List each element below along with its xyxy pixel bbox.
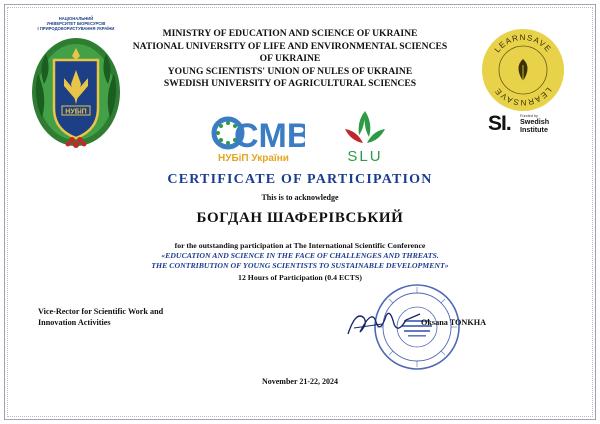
slu-leaf-icon: [335, 107, 395, 165]
certificate-title: CERTIFICATE OF PARTICIPATION: [167, 172, 433, 187]
si-funded-by: Funded by: [520, 114, 538, 118]
nubip-coat-of-arms-icon: [26, 34, 126, 154]
si-name: [520, 118, 549, 133]
for-participation-line: for the outstanding participation at The International Scientific Conference: [174, 241, 426, 250]
participation-hours: 12 Hours of Participation (0.4 ECTS): [238, 273, 362, 282]
nubip-caption-line: І ПРИРОДОКОРИСТУВАННЯ УКРАЇНИ: [37, 26, 115, 31]
si-mark: SI.: [488, 112, 511, 135]
org-line: NATIONAL UNIVERSITY OF LIFE AND ENVIRONMENTAL SCIENCES OF UKRAINE: [132, 40, 448, 65]
cmb-letters: CMB: [234, 117, 305, 155]
nubip-caption-line: НАЦІОНАЛЬНИЙ: [58, 16, 94, 21]
nubip-caption: [18, 16, 134, 31]
conference-date: November 21-22, 2024: [261, 377, 339, 386]
learnsave-text-bottom: LEARNSAVE: [492, 85, 554, 108]
signatory-title-line: Vice-Rector for Scientific Work and: [38, 307, 164, 316]
acknowledge-line: This is to acknowledge: [261, 193, 339, 202]
org-line: YOUNG SCIENTISTS' UNION OF NULES OF UKRAINE: [167, 65, 413, 77]
learnsave-text-top: LEARNSAVE: [492, 32, 554, 55]
learnsave-circle-icon: [480, 27, 566, 113]
conference-title-line: «EDUCATION AND SCIENCE IN THE FACE OF CHALLENGES AND THREATS.: [161, 251, 439, 260]
org-line: SWEDISH UNIVERSITY OF AGRICULTURAL SCIENCES: [163, 78, 417, 90]
cmb-logo: [210, 111, 305, 166]
signatory-name: Oksana TONKHA: [421, 318, 486, 327]
slu-letters: SLU: [347, 148, 383, 165]
recipient-name: БОГДАН ШАФЕРІВСЬКИЙ: [196, 210, 404, 226]
cmb-logo-icon: [210, 111, 305, 166]
signatory-title-line: Innovation Activities: [38, 318, 111, 327]
cmb-sub: НУБіП України: [218, 153, 289, 164]
si-name-line: Swedish: [520, 117, 550, 126]
nubip-caption-line: УНІВЕРСИТЕТ БІОРЕСУРСІВ: [46, 21, 106, 26]
org-line: MINISTRY OF EDUCATION AND SCIENCE OF UKRAINE: [162, 28, 418, 39]
slu-logo: [335, 107, 395, 165]
si-name-line: Institute: [520, 124, 548, 134]
learnsave-logo: [480, 27, 566, 113]
swedish-institute-logo: [488, 112, 588, 136]
organizations-header: [130, 28, 450, 91]
signatory-title: [38, 306, 228, 328]
nubip-logo: [18, 16, 134, 156]
conference-title-line: THE CONTRIBUTION OF YOUNG SCIENTISTS TO SUSTAINABLE DEVELOPMENT»: [151, 261, 449, 270]
signature-icon: [346, 304, 426, 340]
nubip-label: НУБіП: [65, 108, 87, 116]
conference-title: [0, 251, 600, 271]
